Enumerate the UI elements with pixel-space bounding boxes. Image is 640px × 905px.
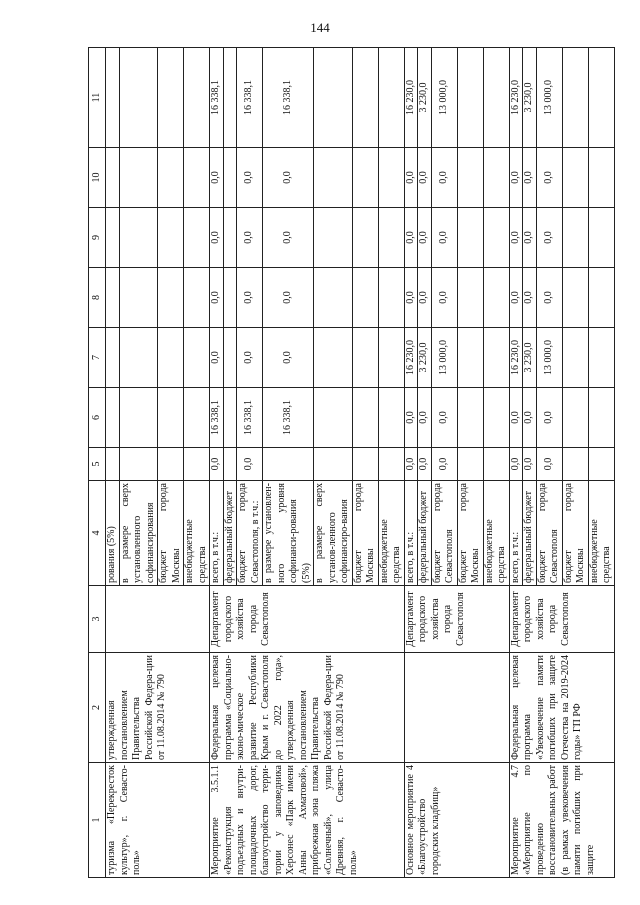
table-row — [404, 48, 418, 878]
value-cell — [588, 448, 614, 481]
value-cell: 13 000,0 — [431, 48, 457, 148]
table-body — [106, 48, 615, 878]
funding-source-cell: всего, в т.ч.: — [404, 481, 418, 586]
value-cell: 0,0 — [418, 388, 432, 448]
value-cell — [184, 448, 210, 481]
value-cell — [588, 328, 614, 388]
value-cell: 0,0 — [237, 208, 263, 268]
value-cell: 13 000,0 — [536, 328, 562, 388]
measure-name-cell: туризма «Перекресток культур», г. Севасто-поль» — [106, 763, 210, 878]
value-cell: 0,0 — [418, 448, 432, 481]
funding-source-cell: бюджет города Москвы — [352, 481, 378, 586]
value-cell: 0,0 — [263, 328, 314, 388]
value-cell: 0,0 — [431, 388, 457, 448]
value-cell: 16 338,1 — [210, 388, 224, 448]
value-cell: 0,0 — [237, 148, 263, 208]
value-cell — [562, 48, 588, 148]
value-cell — [314, 328, 353, 388]
value-cell — [119, 448, 158, 481]
value-cell — [314, 208, 353, 268]
value-cell: 16 338,1 — [263, 48, 314, 148]
value-cell — [588, 388, 614, 448]
value-cell: 0,0 — [431, 448, 457, 481]
value-cell: 0,0 — [404, 448, 418, 481]
page-number: 144 — [310, 20, 330, 35]
value-cell: 0,0 — [237, 328, 263, 388]
value-cell: 3 230,0 — [418, 328, 432, 388]
value-cell: 0,0 — [263, 208, 314, 268]
value-cell — [314, 148, 353, 208]
value-cell: 16 338,1 — [263, 388, 314, 448]
value-cell — [562, 148, 588, 208]
funding-source-cell: внебюджетные средства — [378, 481, 404, 586]
value-cell — [378, 208, 404, 268]
value-cell: 16 230,0 — [404, 328, 418, 388]
value-cell: 0,0 — [536, 148, 562, 208]
value-cell — [378, 448, 404, 481]
column-number-3: 3 — [89, 586, 106, 653]
column-number-2: 2 — [89, 653, 106, 763]
value-cell: 16 230,0 — [509, 328, 523, 388]
value-cell — [119, 388, 158, 448]
value-cell — [588, 208, 614, 268]
value-cell — [106, 48, 120, 148]
column-number-row — [89, 48, 106, 878]
rotated-table-container — [88, 48, 612, 878]
value-cell: 0,0 — [418, 208, 432, 268]
value-cell: 0,0 — [431, 268, 457, 328]
value-cell — [562, 388, 588, 448]
value-cell — [457, 328, 483, 388]
value-cell: 0,0 — [431, 148, 457, 208]
value-cell: 0,0 — [237, 448, 263, 481]
value-cell: 13 000,0 — [536, 48, 562, 148]
column-number-4: 4 — [89, 481, 106, 586]
value-cell — [588, 48, 614, 148]
value-cell — [483, 268, 509, 328]
value-cell: 0,0 — [523, 388, 537, 448]
value-cell: 0,0 — [523, 268, 537, 328]
value-cell — [314, 448, 353, 481]
value-cell: 0,0 — [263, 268, 314, 328]
value-cell: 0,0 — [418, 268, 432, 328]
value-cell — [106, 448, 120, 481]
value-cell — [106, 148, 120, 208]
funding-source-cell: федеральный бюджет — [418, 481, 432, 586]
value-cell: 0,0 — [509, 268, 523, 328]
value-cell: 0,0 — [404, 388, 418, 448]
value-cell — [184, 268, 210, 328]
value-cell: 16 338,1 — [210, 48, 224, 148]
value-cell: 0,0 — [210, 268, 224, 328]
value-cell: 3 230,0 — [418, 48, 432, 148]
value-cell — [184, 208, 210, 268]
value-cell — [119, 268, 158, 328]
executor-cell: Департамент городского хозяйства города Севастополя — [210, 586, 405, 653]
value-cell — [483, 388, 509, 448]
value-cell — [184, 328, 210, 388]
funding-source-cell: всего, в т.ч.: — [509, 481, 523, 586]
value-cell — [352, 268, 378, 328]
program-cell: Федеральная целевая программа «Социально-эконо-мическое развитие Республики Крым и г. Севастополя до 2022 года», утвержденная постановлением Правительства Российской Федера-ции от 11.08.2014 № 790 — [210, 653, 405, 763]
value-cell: 0,0 — [523, 148, 537, 208]
funding-source-cell: бюджет города Москвы — [158, 481, 184, 586]
value-cell: 0,0 — [509, 388, 523, 448]
value-cell: 0,0 — [509, 208, 523, 268]
value-cell: 0,0 — [523, 208, 537, 268]
table-row — [509, 48, 523, 878]
value-cell — [457, 208, 483, 268]
funding-source-cell: внебюджетные средства — [184, 481, 210, 586]
value-cell: 16 230,0 — [509, 48, 523, 148]
program-cell: Федеральная целевая программа «Увековечение памяти погибших при защите Отечества на 2019-2024 годы» ГП РФ — [509, 653, 614, 763]
value-cell — [483, 208, 509, 268]
value-cell — [184, 388, 210, 448]
value-cell — [184, 48, 210, 148]
value-cell — [106, 268, 120, 328]
value-cell — [263, 448, 314, 481]
value-cell — [106, 208, 120, 268]
value-cell — [378, 268, 404, 328]
program-cell — [404, 653, 509, 763]
value-cell: 0,0 — [418, 148, 432, 208]
value-cell — [119, 48, 158, 148]
value-cell — [158, 328, 184, 388]
value-cell: 0,0 — [210, 208, 224, 268]
value-cell: 0,0 — [210, 448, 224, 481]
value-cell — [378, 148, 404, 208]
column-number-9: 9 — [89, 208, 106, 268]
value-cell — [158, 448, 184, 481]
value-cell: 0,0 — [404, 148, 418, 208]
value-cell — [223, 328, 237, 388]
funding-source-cell: в размере сверх установ-ленного софинансиро-вания — [314, 481, 353, 586]
value-cell — [483, 148, 509, 208]
value-cell: 0,0 — [210, 328, 224, 388]
executor-cell: Департамент городского хозяйства города Севастополя — [404, 586, 509, 653]
value-cell — [158, 208, 184, 268]
value-cell — [562, 448, 588, 481]
column-number-6: 6 — [89, 388, 106, 448]
column-number-5: 5 — [89, 448, 106, 481]
program-cell: утвержденная постановлением Правительства Российской Федера-ции от 11.08.2014 № 790 — [106, 653, 210, 763]
value-cell — [119, 328, 158, 388]
column-number-8: 8 — [89, 268, 106, 328]
value-cell — [457, 148, 483, 208]
funding-source-cell: внебюджетные средства — [588, 481, 614, 586]
column-number-10: 10 — [89, 148, 106, 208]
value-cell: 0,0 — [523, 448, 537, 481]
value-cell — [314, 48, 353, 148]
value-cell: 16 230,0 — [404, 48, 418, 148]
measure-name-cell: Основное мероприятие 4 «Благоустройство городских кладбищ» — [404, 763, 509, 878]
value-cell — [352, 388, 378, 448]
value-cell — [378, 48, 404, 148]
value-cell: 3 230,0 — [523, 328, 537, 388]
value-cell — [223, 148, 237, 208]
value-cell — [223, 268, 237, 328]
value-cell: 16 338,1 — [237, 48, 263, 148]
value-cell — [562, 328, 588, 388]
value-cell: 0,0 — [509, 148, 523, 208]
funding-source-cell: в размере установлен-ного уровня софинанси-рования (5%) — [263, 481, 314, 586]
funding-source-cell: рования (5%) — [106, 481, 120, 586]
executor-cell — [106, 586, 210, 653]
value-cell — [158, 48, 184, 148]
value-cell: 0,0 — [536, 208, 562, 268]
value-cell — [223, 388, 237, 448]
table-row — [210, 48, 224, 878]
value-cell — [352, 48, 378, 148]
value-cell — [562, 208, 588, 268]
value-cell — [106, 388, 120, 448]
value-cell: 0,0 — [210, 148, 224, 208]
value-cell: 0,0 — [536, 448, 562, 481]
value-cell — [314, 268, 353, 328]
value-cell: 0,0 — [431, 208, 457, 268]
budget-table — [88, 47, 615, 878]
value-cell — [184, 148, 210, 208]
funding-source-cell: бюджет города Москвы — [457, 481, 483, 586]
value-cell: 0,0 — [237, 268, 263, 328]
value-cell — [158, 148, 184, 208]
funding-source-cell: бюджет города Севастополя — [431, 481, 457, 586]
value-cell — [562, 268, 588, 328]
value-cell — [457, 268, 483, 328]
value-cell — [352, 328, 378, 388]
value-cell — [588, 148, 614, 208]
value-cell — [223, 448, 237, 481]
value-cell — [223, 48, 237, 148]
executor-cell: Департамент городского хозяйства города Севастополя — [509, 586, 614, 653]
value-cell — [483, 328, 509, 388]
value-cell — [352, 148, 378, 208]
value-cell — [352, 208, 378, 268]
value-cell: 16 338,1 — [237, 388, 263, 448]
column-number-11: 11 — [89, 48, 106, 148]
funding-source-cell: внебюджетные средства — [483, 481, 509, 586]
value-cell — [119, 208, 158, 268]
value-cell — [588, 268, 614, 328]
value-cell — [378, 328, 404, 388]
value-cell — [119, 148, 158, 208]
value-cell — [106, 328, 120, 388]
column-number-1: 1 — [89, 763, 106, 878]
value-cell: 0,0 — [536, 268, 562, 328]
value-cell: 3 230,0 — [523, 48, 537, 148]
funding-source-cell: в размере сверх установленного софинансирования — [119, 481, 158, 586]
funding-source-cell: федеральный бюджет — [223, 481, 237, 586]
funding-source-cell: бюджет города Москвы — [562, 481, 588, 586]
value-cell — [457, 448, 483, 481]
value-cell — [158, 268, 184, 328]
funding-source-cell: всего, в т.ч.: — [210, 481, 224, 586]
value-cell: 0,0 — [404, 268, 418, 328]
value-cell — [378, 388, 404, 448]
measure-name-cell: Мероприятие 4.7 «Мероприятие по проведению восстановительных работ (в рамках увековечения памяти погибших при защите — [509, 763, 614, 878]
value-cell — [352, 448, 378, 481]
funding-source-cell: федеральный бюджет — [523, 481, 537, 586]
funding-source-cell: бюджет города Севастополя — [536, 481, 562, 586]
value-cell: 0,0 — [263, 148, 314, 208]
table-viewport — [88, 48, 612, 878]
value-cell: 0,0 — [536, 388, 562, 448]
value-cell — [314, 388, 353, 448]
value-cell: 0,0 — [509, 448, 523, 481]
column-number-7: 7 — [89, 328, 106, 388]
value-cell — [483, 48, 509, 148]
value-cell — [483, 448, 509, 481]
value-cell — [457, 48, 483, 148]
measure-name-cell: Мероприятие 3.5.1.1 «Реконструкция подъездных и внутри-площадочных дорог, благоустройство терри-тории у заповедника Херсонес «Парк имени Анны Ахматовой», прибрежная зона пляжа «Солнечный», улица Древняя, г. Севасто-поль» — [210, 763, 405, 878]
table-row — [106, 48, 120, 878]
value-cell — [158, 388, 184, 448]
value-cell: 0,0 — [404, 208, 418, 268]
value-cell: 13 000,0 — [431, 328, 457, 388]
value-cell — [457, 388, 483, 448]
funding-source-cell: бюджет города Севастополя, в т.ч.: — [237, 481, 263, 586]
value-cell — [223, 208, 237, 268]
